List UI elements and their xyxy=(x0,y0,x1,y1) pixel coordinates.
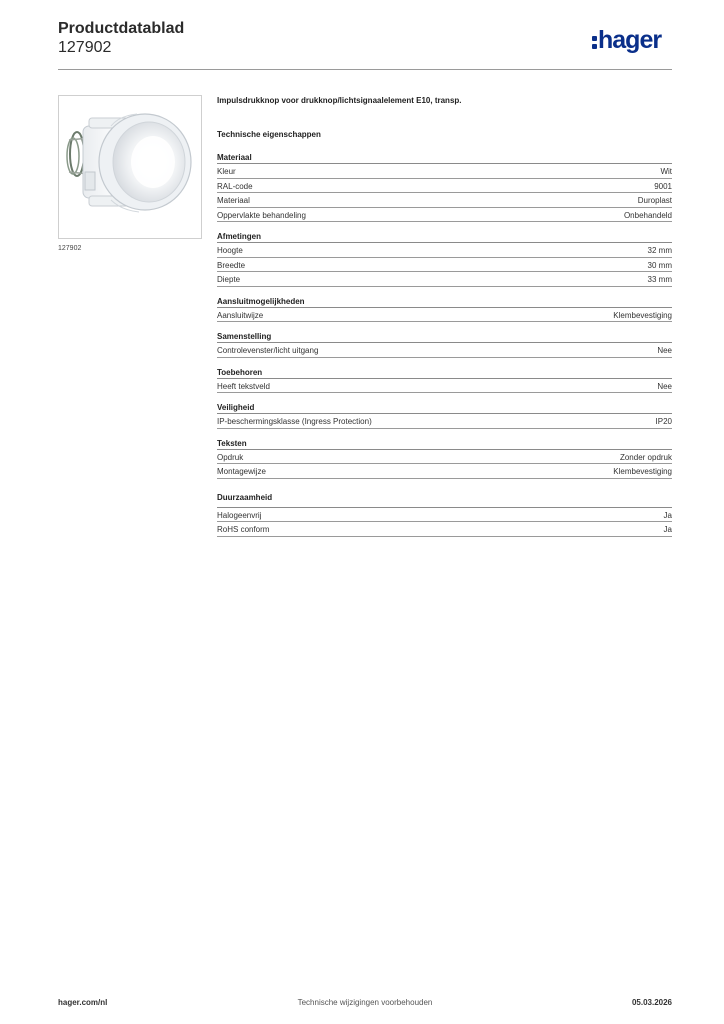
spec-row xyxy=(217,508,672,523)
spec-row-label: IP-beschermingsklasse (Ingress Protection) xyxy=(217,417,372,426)
spec-row-label: Materiaal xyxy=(217,196,250,205)
spec-row xyxy=(217,522,672,537)
spec-row xyxy=(217,308,672,323)
spec-row xyxy=(217,164,672,179)
spec-group-title: Toebehoren xyxy=(217,367,672,379)
spec-group xyxy=(217,296,672,323)
header-divider xyxy=(58,69,672,70)
specification-panel xyxy=(217,96,672,537)
document-title: Productdatablad xyxy=(58,20,185,37)
product-image xyxy=(58,95,202,239)
spec-group-title: Teksten xyxy=(217,438,672,450)
image-caption: 127902 xyxy=(58,245,82,252)
spec-row xyxy=(217,464,672,479)
spec-row-value: 30 mm xyxy=(647,260,672,270)
spec-group-title: Veiligheid xyxy=(217,402,672,414)
spec-group-title: Aansluitmogelijkheden xyxy=(217,296,672,308)
spec-row-label: Diepte xyxy=(217,275,241,284)
spec-row-value: Klembevestiging xyxy=(613,467,672,476)
spec-row-label: Aansluitwijze xyxy=(217,310,264,320)
product-description: Impulsdrukknop voor drukknop/lichtsignaalelement E10, transp. xyxy=(217,96,462,105)
spec-group xyxy=(217,367,672,394)
spec-row-label: Oppervlakte behandeling xyxy=(217,210,306,220)
spec-row-value: IP20 xyxy=(655,417,672,426)
spec-row xyxy=(217,179,672,194)
spec-row-value: Ja xyxy=(663,510,672,520)
spec-group xyxy=(217,438,672,479)
spec-group-title: Samenstelling xyxy=(217,331,672,343)
spec-row-value: Ja xyxy=(663,525,672,534)
spec-group xyxy=(217,492,672,537)
section-title: Technische eigenschappen xyxy=(217,130,321,139)
spec-row-label: Halogeenvrij xyxy=(217,510,262,520)
footer-date: 05.03.2026 xyxy=(631,998,672,1007)
spec-row xyxy=(217,343,672,358)
spec-row-value: 33 mm xyxy=(647,275,672,284)
spec-group xyxy=(217,402,672,429)
footer-notice: Technische wijzigingen voorbehouden xyxy=(297,998,433,1007)
spec-group xyxy=(217,152,672,222)
spec-row-value: Klembevestiging xyxy=(613,310,672,320)
spec-row-value: Nee xyxy=(657,346,672,355)
spec-group-title: Afmetingen xyxy=(217,231,672,243)
spec-row-label: Breedte xyxy=(217,260,246,270)
document-number: 127902 xyxy=(58,39,112,56)
spec-row-value: Onbehandeld xyxy=(623,210,672,220)
spec-row-label: Montagewijze xyxy=(217,467,266,476)
footer-website[interactable]: hager.com/nl xyxy=(58,998,108,1007)
spec-group xyxy=(217,331,672,358)
spec-row-value: Nee xyxy=(657,381,672,391)
hager-logo xyxy=(592,24,676,60)
spec-group-title: Duurzaamheid xyxy=(217,492,672,508)
spec-row-value: Wit xyxy=(660,167,672,176)
spec-row xyxy=(217,193,672,208)
spec-row xyxy=(217,450,672,465)
spec-row xyxy=(217,208,672,223)
spec-row xyxy=(217,258,672,273)
spec-row xyxy=(217,272,672,287)
logo-wordmark: hager xyxy=(598,26,662,54)
spec-row-value: Duroplast xyxy=(637,196,672,205)
push-button-insert-picture xyxy=(59,96,202,239)
spec-row-label: Hoogte xyxy=(217,246,243,255)
spec-row-label: Opdruk xyxy=(217,452,244,462)
spec-group-title: Materiaal xyxy=(217,152,672,164)
spec-row xyxy=(217,414,672,429)
spec-row xyxy=(217,243,672,258)
spec-row-value: 32 mm xyxy=(647,246,672,255)
spec-row-label: Kleur xyxy=(217,167,236,176)
spec-row-label: Controlevenster/licht uitgang xyxy=(217,346,319,355)
spec-row-label: RoHS conform xyxy=(217,525,270,534)
spec-row-label: Heeft tekstveld xyxy=(217,381,270,391)
spec-row-value: Zonder opdruk xyxy=(619,452,672,462)
spec-row-label: RAL-code xyxy=(217,181,253,191)
spec-row xyxy=(217,379,672,394)
spec-row-value: 9001 xyxy=(654,181,672,191)
spec-groups xyxy=(217,152,672,537)
spec-group xyxy=(217,231,672,287)
